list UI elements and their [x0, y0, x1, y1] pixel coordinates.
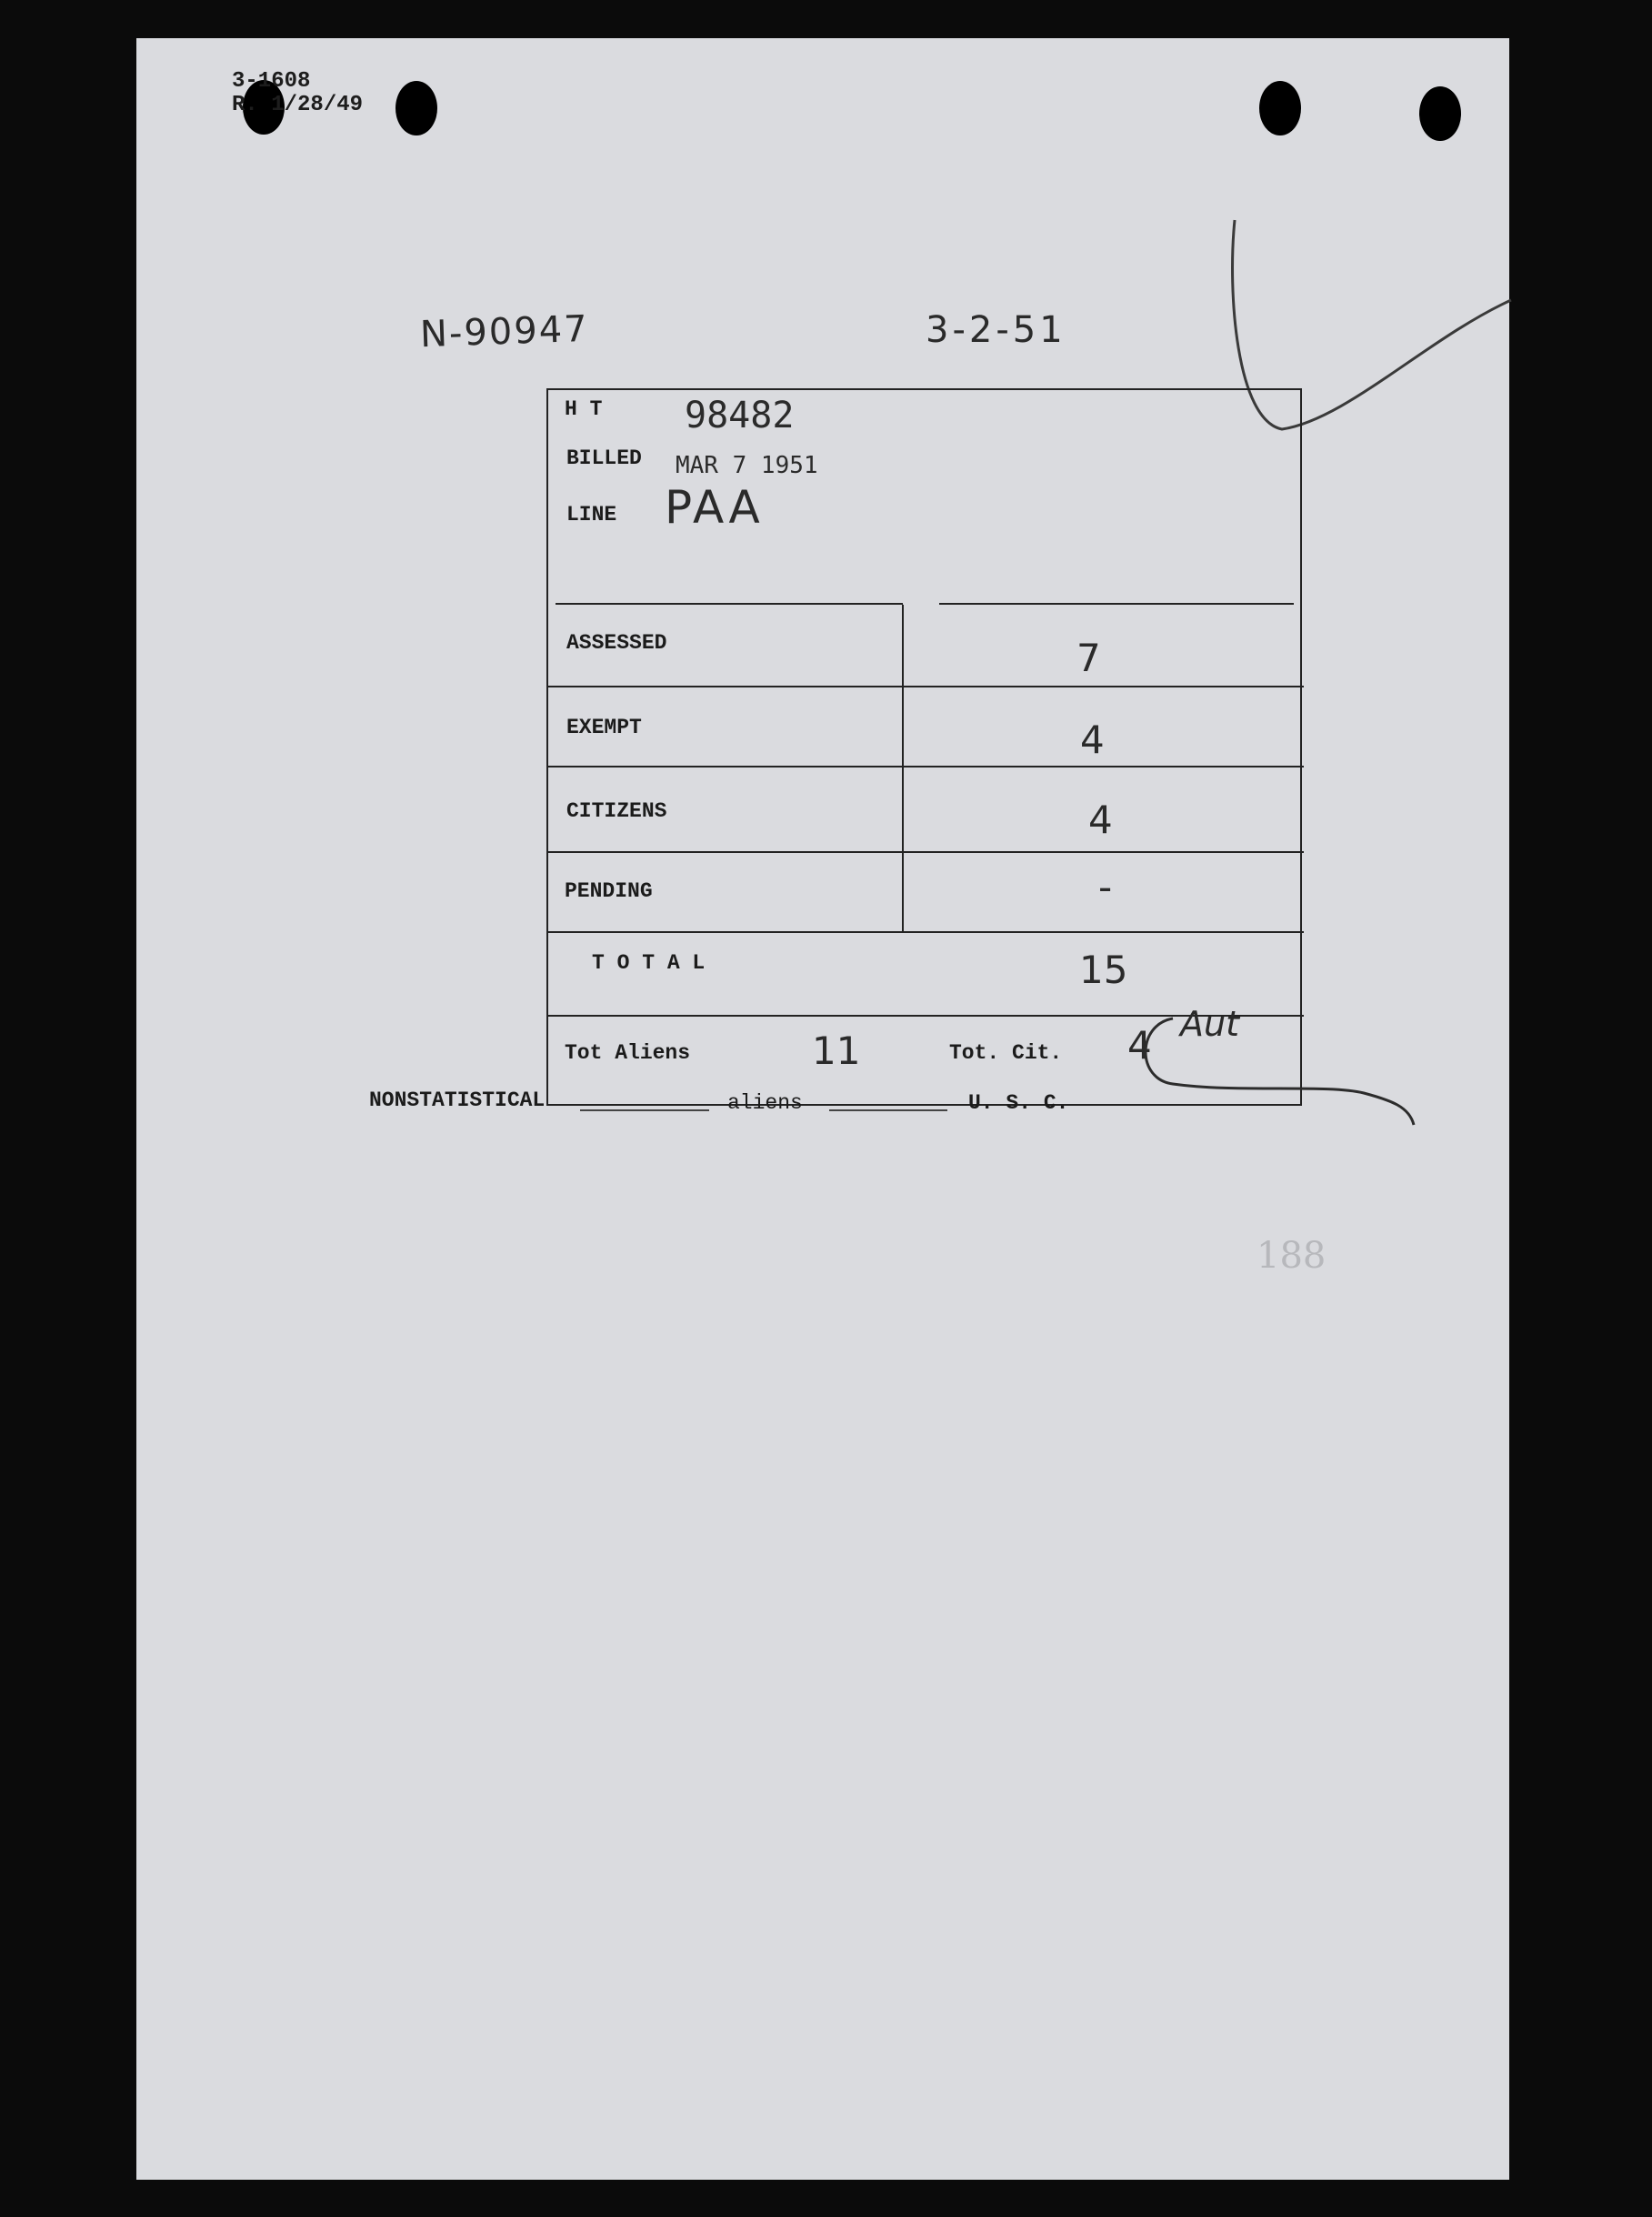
ht-number: 98482 [685, 395, 795, 436]
divider [548, 931, 1304, 933]
handwritten-date: 3-2-51 [926, 309, 1066, 351]
billed-label: BILLED [566, 446, 642, 470]
assessed-value: 7 [1076, 636, 1101, 680]
line-value: PAA [665, 481, 764, 534]
exempt-label: EXEMPT [566, 716, 642, 739]
line-label: LINE [566, 503, 617, 527]
tot-aliens-label: Tot Aliens [565, 1041, 691, 1065]
file-number: N-90947 [419, 307, 590, 356]
tot-cit-value: 4 [1127, 1023, 1152, 1068]
exempt-value: 4 [1080, 717, 1105, 762]
column-divider [902, 605, 904, 932]
tot-cit-label: Tot. Cit. [949, 1041, 1063, 1065]
total-value: 15 [1079, 948, 1128, 992]
total-label: T O T A L [592, 951, 706, 975]
form-number: 3-1608 [232, 69, 311, 94]
punch-hole [1419, 86, 1461, 141]
form-revision: R. 1/28/49 [232, 93, 364, 117]
divider [939, 603, 1294, 605]
punch-hole [1259, 81, 1301, 135]
assessed-label: ASSESSED [566, 631, 667, 655]
pending-label: PENDING [565, 879, 653, 903]
divider [548, 851, 1304, 853]
initials: Aut [1180, 1004, 1239, 1044]
blank-line [829, 1109, 947, 1111]
punch-hole [395, 81, 437, 135]
ht-label: H T [565, 397, 603, 421]
document-sheet [136, 38, 1509, 2180]
aliens-label: aliens [727, 1091, 803, 1115]
page-number: 188 [1257, 1235, 1327, 1277]
billed-date-stamp: MAR 7 1951 [676, 452, 818, 479]
citizens-label: CITIZENS [566, 799, 667, 823]
citizens-value: 4 [1088, 798, 1113, 842]
usc-label: U. S. C. [968, 1091, 1069, 1115]
pending-value: - [1098, 865, 1113, 909]
divider [548, 766, 1304, 767]
divider [548, 686, 1304, 687]
blank-line [580, 1109, 709, 1111]
divider [556, 603, 903, 605]
initials-flourish [1127, 993, 1427, 1139]
nonstatistical-label: NONSTATISTICAL [369, 1088, 546, 1112]
tot-aliens-value: 11 [812, 1028, 861, 1073]
